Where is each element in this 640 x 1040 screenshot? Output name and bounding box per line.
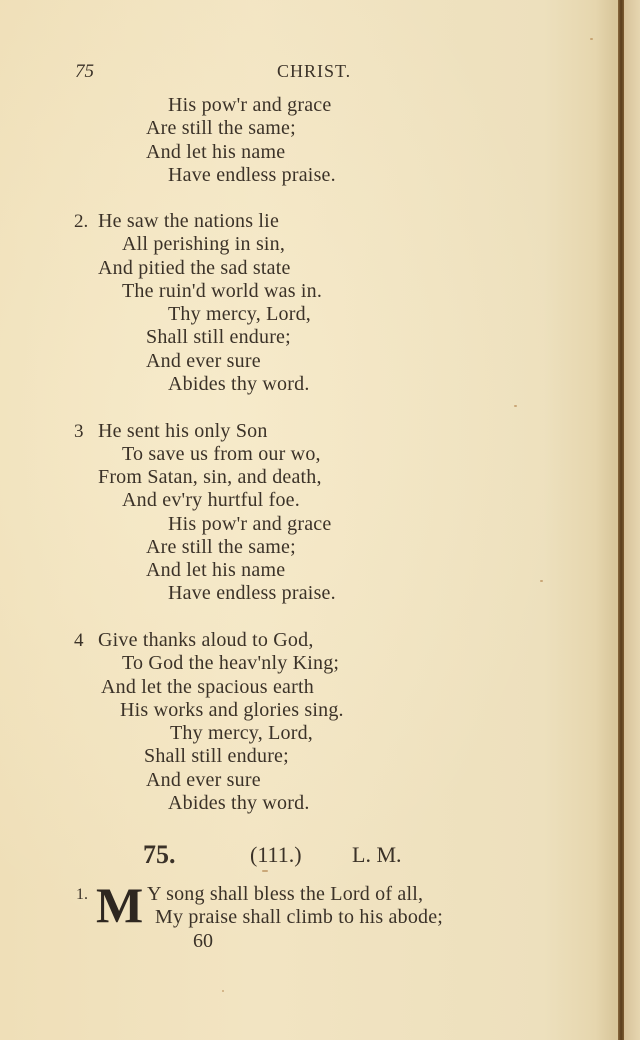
verse-line: All perishing in sin,: [122, 233, 286, 255]
verse-line: The ruin'd world was in.: [122, 280, 323, 302]
verse-line: And let his name: [146, 141, 286, 163]
paper-speck: [262, 870, 268, 872]
verse-line: Are still the same;: [146, 536, 296, 558]
verse-line: Abides thy word.: [168, 792, 310, 814]
verse-line: Have endless praise.: [168, 164, 336, 186]
verse-line: His pow'r and grace: [168, 94, 332, 116]
drop-cap: M: [96, 877, 144, 933]
verse-line: And ev'ry hurtful foe.: [122, 489, 300, 511]
verse-line: Shall still endure;: [144, 745, 289, 767]
stanza-number: 3: [74, 421, 84, 442]
stanza-number: 4: [74, 630, 84, 651]
verse-line: His pow'r and grace: [168, 513, 332, 535]
paper-speck: [222, 990, 224, 992]
verse-line: Shall still endure;: [146, 326, 291, 348]
running-head-section-title: CHRIST.: [277, 61, 352, 81]
verse-line: To God the heav'nly King;: [122, 652, 340, 674]
verse-line: Are still the same;: [146, 117, 296, 139]
paper-speck: [514, 405, 517, 407]
hymn-meter: L. M.: [352, 842, 402, 867]
verse-line: Give thanks aloud to God,: [98, 629, 314, 651]
verse-line: To save us from our wo,: [122, 443, 321, 465]
hymn-reference: (111.): [250, 842, 302, 867]
verse-line: My praise shall climb to his abode;: [155, 906, 444, 928]
verse-line: And let the spacious earth: [101, 676, 314, 698]
page-number: 60: [193, 930, 213, 952]
running-head-hymn-number: 75: [75, 61, 94, 82]
paper-speck: [590, 38, 593, 40]
verse-line: Abides thy word.: [168, 373, 310, 395]
verse-line: Have endless praise.: [168, 582, 336, 604]
paper-speck: [540, 580, 543, 582]
verse-line: Thy mercy, Lord,: [168, 303, 311, 325]
verse-line: Y song shall bless the Lord of all,: [147, 883, 424, 905]
page-edge: [624, 0, 640, 1040]
verse-line: He saw the nations lie: [98, 210, 280, 232]
verse-line: His works and glories sing.: [120, 699, 344, 721]
stanza-number: 1.: [76, 886, 88, 903]
verse-line: He sent his only Son: [98, 420, 268, 442]
stanza-number: 2.: [74, 211, 89, 232]
verse-line: And ever sure: [146, 350, 261, 372]
verse-line: And ever sure: [146, 769, 261, 791]
hymn-number: 75.: [143, 840, 176, 869]
verse-line: Thy mercy, Lord,: [170, 722, 313, 744]
verse-line: And pitied the sad state: [98, 257, 291, 279]
verse-line: And let his name: [146, 559, 286, 581]
verse-line: From Satan, sin, and death,: [98, 466, 322, 488]
